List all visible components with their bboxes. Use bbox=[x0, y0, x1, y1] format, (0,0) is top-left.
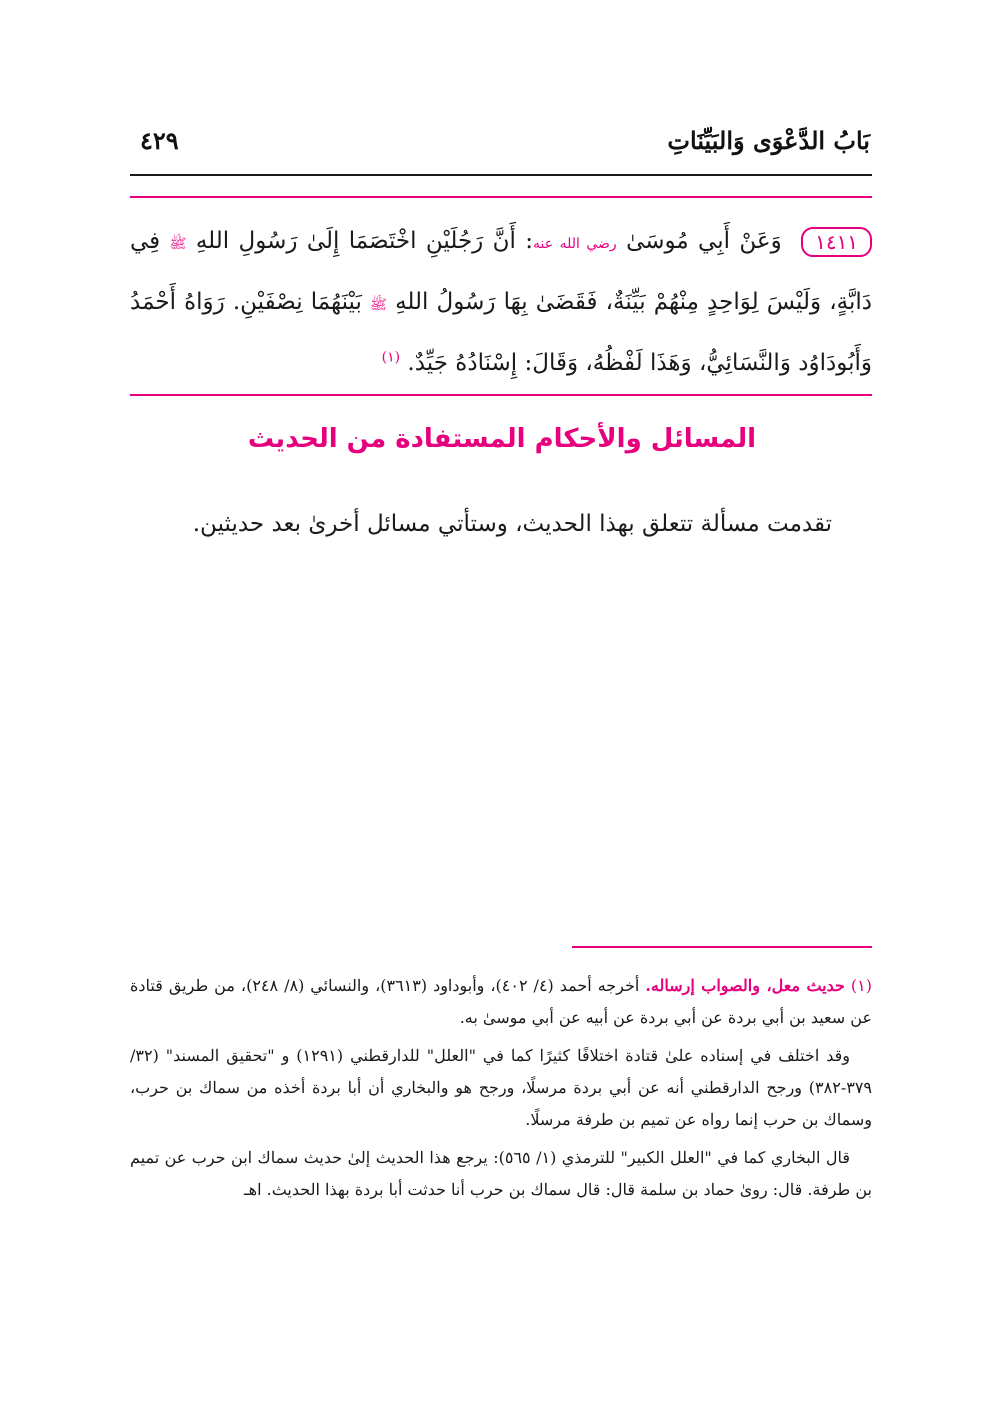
salutation-glyph: ﷺ bbox=[370, 297, 387, 313]
header-rule-pink bbox=[130, 196, 872, 198]
section-heading: المسائل والأحكام المستفادة من الحديث bbox=[247, 424, 757, 454]
chapter-title: بَابُ الدَّعْوَى وَالبَيِّنَاتِ bbox=[667, 126, 870, 155]
hadith-text bbox=[130, 212, 872, 392]
footnote-reference[interactable]: (١) bbox=[381, 349, 401, 366]
hadith-bottom-rule bbox=[130, 394, 872, 396]
page-number: ٤٢٩ bbox=[140, 126, 179, 155]
footnote-number: (١) bbox=[850, 976, 873, 995]
header-rule-dark bbox=[130, 174, 872, 176]
salutation-glyph: ﷺ bbox=[169, 236, 187, 252]
footnote-1-text: أخرجه أحمد (٤/ ٤٠٢)، وأبوداود (٣٦١٣)، والنسائي (٨/ ٢٤٨)، من طريق قتادة عن سعيد بن أبي بردة عن أبي بردة عن أبيه عن أبي موسىٰ به. bbox=[130, 976, 872, 1027]
footnote-1 bbox=[130, 970, 872, 1034]
hadith-segment-2: : أَنَّ رَجُلَيْنِ اخْتَصَمَا إِلَىٰ رَسُولِ اللهِ bbox=[195, 228, 534, 254]
hadith-number-badge: ١٤١١ bbox=[801, 227, 872, 257]
footnotes bbox=[130, 970, 872, 1212]
footnote-verdict: حديث معل، والصواب إرساله. bbox=[645, 976, 845, 995]
footnote-separator bbox=[572, 946, 872, 948]
hadith-segment-4: بَيْنَهُمَا نِصْفَيْنِ. رَوَاهُ أَحْمَدُ وَأَبُودَاوُد وَالنَّسَائِيُّ، وَهَذَا لَفْظُهُ، وَقَالَ: إِسْنَادُهُ جَيِّدٌ. bbox=[130, 289, 872, 376]
honorific-glyph: رضي الله عنه bbox=[533, 236, 617, 252]
footnote-paragraph-3: قال البخاري كما في "العلل الكبير" للترمذي (١/ ٥٦٥): يرجع هذا الحديث إلىٰ حديث سماك ابن حرب عن تميم بن طرفة. قال: روىٰ حماد بن سلمة قال: قال سماك بن حرب أنا حدثت أبا بردة بهذا الحديث. اهـ bbox=[130, 1148, 872, 1199]
footnote-paragraph-2: وقد اختلف في إسناده علىٰ قتادة اختلافًا كثيرًا كما في "العلل" للدارقطني (١٢٩١) و "تحقيق المسند" (٣٢/ ٣٧٩-٣٨٢) ورجح الدارقطني أنه عن أبي بردة مرسلًا، ورجح هو والبخاري أن أبا بردة أخذه من سماك بن حرب، وسماك بن حرب إنما رواه عن تميم بن طرفة مرسلًا. bbox=[130, 1046, 872, 1129]
hadith-segment-1: وَعَنْ أَبِي مُوسَىٰ bbox=[626, 228, 782, 254]
section-body: تقدمت مسألة تتعلق بهذا الحديث، وستأتي مسائل أخرىٰ بعد حديثين. bbox=[192, 511, 832, 537]
hadith-segment-3: فِي دَابَّةٍ، وَلَيْسَ لِوَاحِدٍ مِنْهُمْ بَيِّنَةٌ، فَقَضَىٰ بِهَا رَسُولُ اللهِ bbox=[130, 228, 873, 315]
